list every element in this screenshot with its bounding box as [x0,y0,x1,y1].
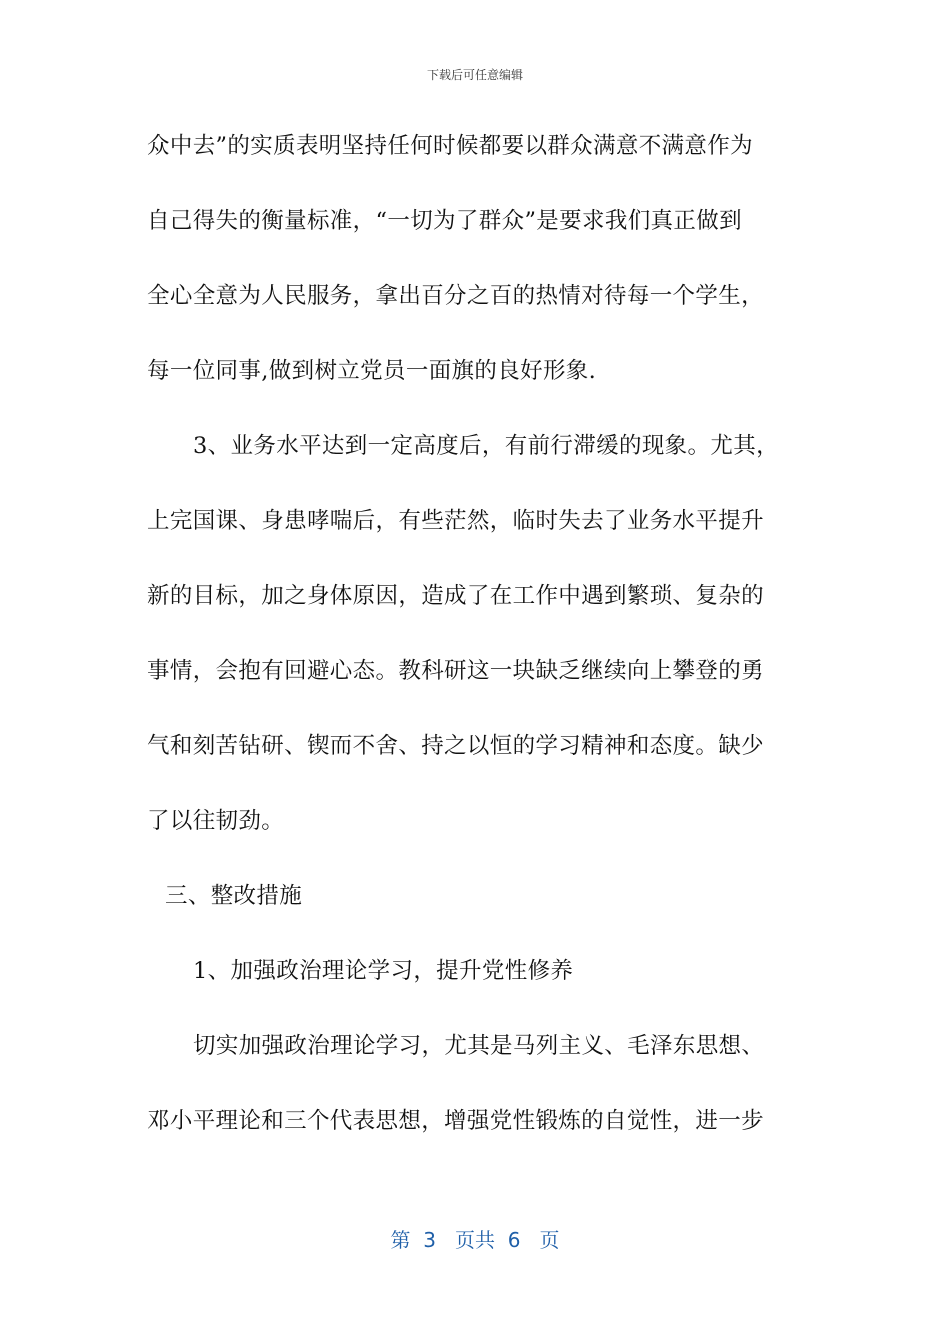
text-line: 新的目标，加之身体原因，造成了在工作中遇到繁琐、复杂的 [147,583,764,609]
page-number: 第 3 页共 6 页 [390,1228,560,1252]
header-note: 下载后可任意编辑 [426,68,523,82]
text-line: 众中去”的实质表明坚持任何时候都要以群众满意不满意作为 [147,133,753,159]
section-heading: 三、整改措施 [165,883,303,909]
text-line: 自己得失的衡量标准，“一切为了群众”是要求我们真正做到 [147,208,742,234]
text-line: 事情，会抱有回避心态。教科研这一块缺乏继续向上攀登的勇 [147,658,764,684]
text-line: 切实加强政治理论学习，尤其是马列主义、毛泽东思想、 [193,1033,765,1059]
text-line: 邓小平理论和三个代表思想，增强党性锻炼的自觉性，进一步 [147,1108,764,1134]
text-line: 每一位同事,做到树立党员一面旗的良好形象. [147,358,597,384]
text-line: 上完国课、身患哮喘后，有些茫然，临时失去了业务水平提升 [147,508,764,534]
text-line: 全心全意为人民服务，拿出百分之百的热情对待每一个学生， [147,283,764,309]
text-line: 3、业务水平达到一定高度后，有前行滞缓的现象。尤其， [193,433,779,459]
text-line: 气和刻苦钻研、锲而不舍、持之以恒的学习精神和态度。缺少 [147,733,764,759]
document-body [147,126,797,1176]
text-line: 了以往韧劲。 [147,808,285,834]
subsection-heading: 1、加强政治理论学习，提升党性修养 [193,958,574,984]
